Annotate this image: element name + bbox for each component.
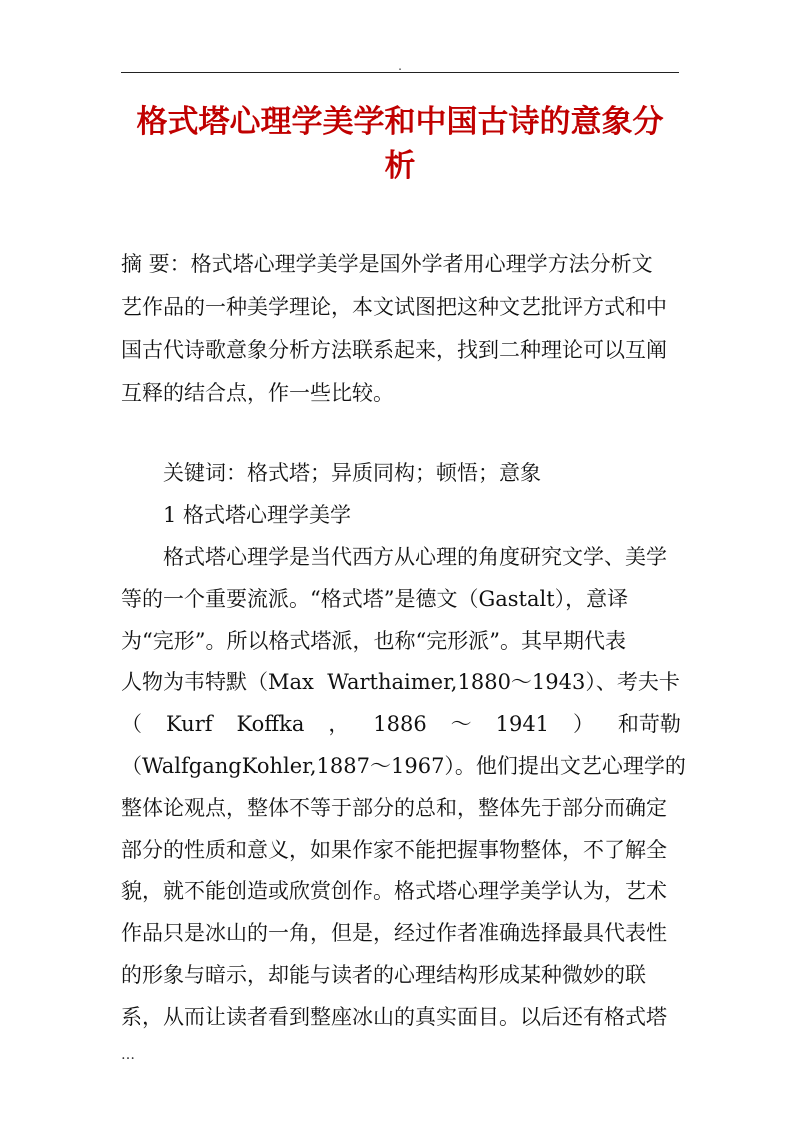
body-line-spread (121, 704, 681, 746)
body-token: （ (121, 712, 142, 737)
title-line-2: 析 (384, 148, 416, 184)
body-paragraph (121, 537, 686, 1039)
body-line: 整体论观点，整体不等于部分的总和，整体先于部分而确定 (121, 795, 667, 820)
abstract-line: 摘 要：格式塔心理学美学是国外学者用心理学方法分析文 (121, 252, 653, 276)
document-title (121, 100, 679, 188)
body-line: 为“完形”。所以格式塔派，也称“完形派”。其早期代表 (121, 628, 626, 653)
body-token: 1941 (495, 712, 550, 737)
header-rule (121, 72, 679, 73)
body-token: ） (572, 712, 594, 737)
body-line: 貌，就不能创造或欣赏创作。格式塔心理学美学认为，艺术 (121, 879, 667, 904)
body-line: （WalfgangKohler,1887～1967）。他们提出文艺心理学的 (121, 753, 686, 778)
body-line: 作品只是冰山的一角，但是，经过作者准确选择最具代表性 (121, 921, 667, 946)
body-line: 部分的性质和意义，如果作家不能把握事物整体，不了解全 (121, 837, 667, 862)
abstract-line: 互释的结合点，作一些比较。 (121, 381, 394, 405)
body-token: Koffka (236, 712, 305, 737)
abstract (121, 243, 681, 415)
body-token: ～ (450, 712, 472, 737)
footer-ellipsis: … (121, 1047, 135, 1063)
title-line-1: 格式塔心理学美学和中国古诗的意象分 (136, 104, 664, 140)
abstract-line: 国古代诗歌意象分析方法联系起来，找到二种理论可以互阐 (121, 338, 667, 362)
keywords: 关键词：格式塔；异质同构；顿悟；意象 (163, 461, 541, 485)
section-heading: 1 格式塔心理学美学 (163, 503, 352, 527)
body-line: 格式塔心理学是当代西方从心理的角度研究文学、美学 (163, 545, 667, 569)
body-line: 人物为韦特默（Max Warthaimer,1880～1943）、考夫卡 (121, 670, 680, 695)
body-token: 和苛勒 (617, 712, 681, 737)
body-line: 系，从而让读者看到整座冰山的真实面目。以后还有格式塔 (121, 1004, 667, 1029)
body-token: Kurf (165, 712, 213, 737)
body-line: 的形象与暗示，却能与读者的心理结构形成某种微妙的联 (121, 962, 646, 987)
body-token: ， (328, 712, 350, 737)
header-mark: . (398, 59, 402, 73)
body-token: 1886 (373, 712, 427, 737)
abstract-line: 艺作品的一种美学理论，本文试图把这种文艺批评方式和中 (121, 295, 667, 319)
body-line: 等的一个重要流派。“格式塔”是德文（Gastalt），意译 (121, 586, 629, 611)
